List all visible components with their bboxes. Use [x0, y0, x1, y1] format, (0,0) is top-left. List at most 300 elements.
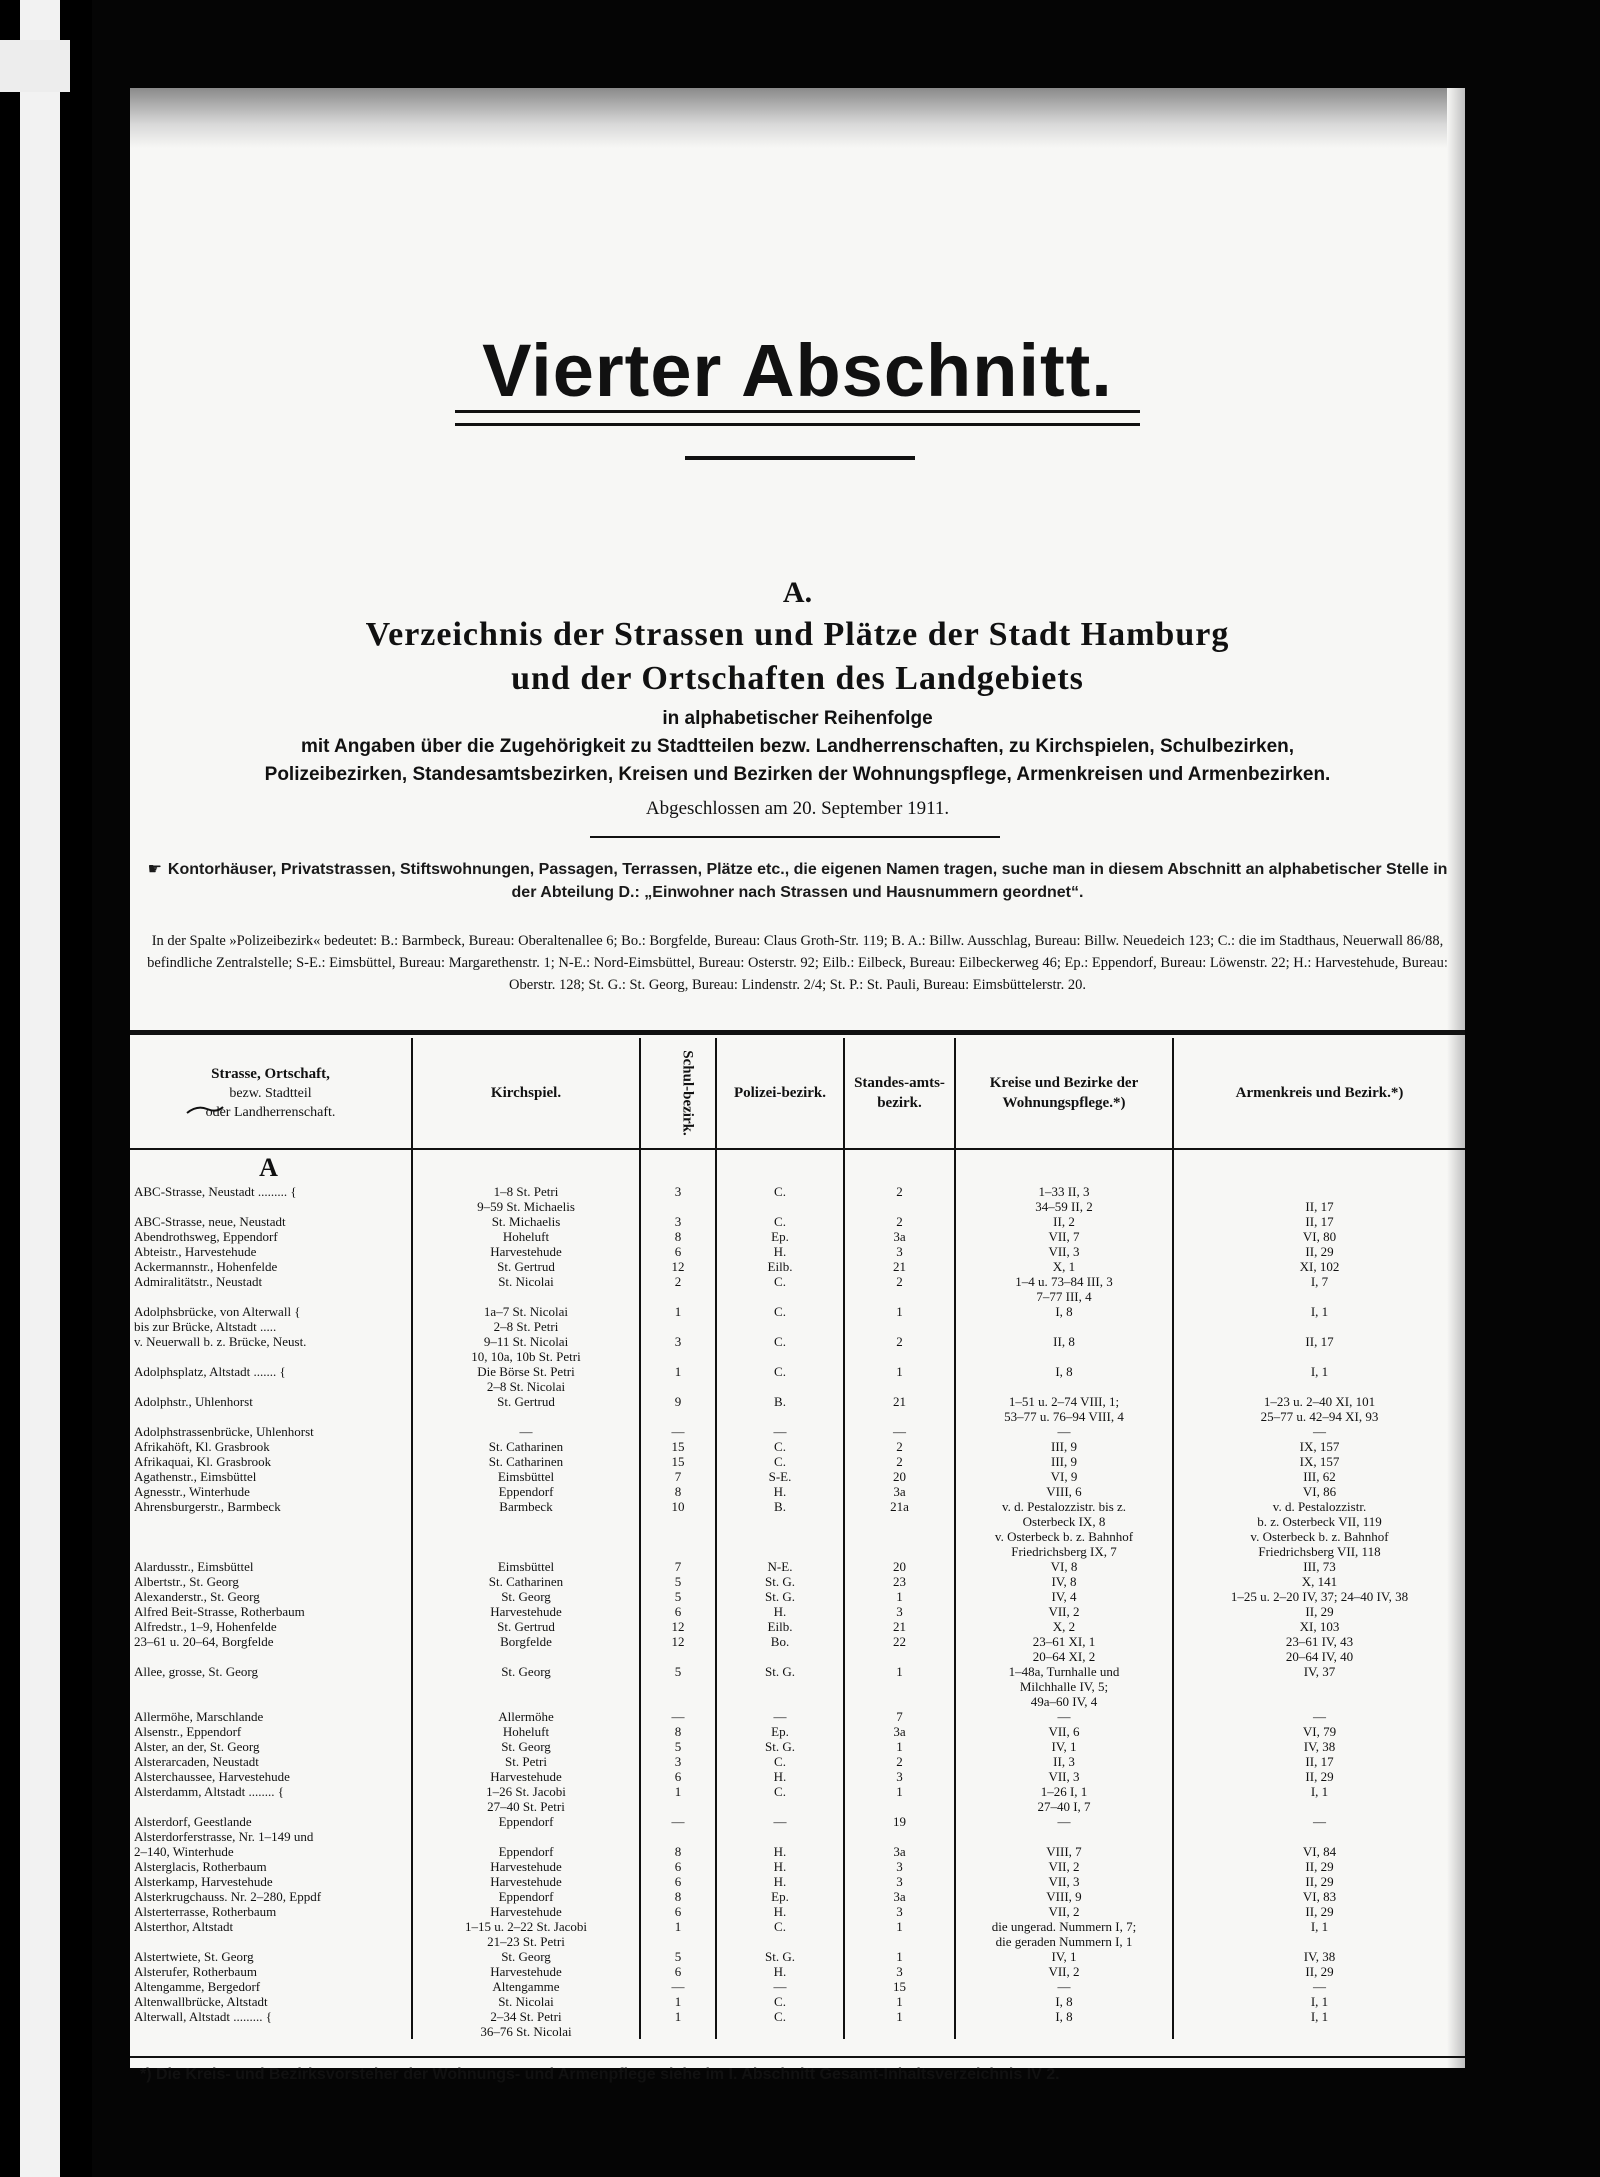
title-underline	[455, 410, 1140, 426]
standesamt-cell: 2	[844, 1334, 955, 1349]
armenkreis-cell: VI, 86	[1173, 1484, 1465, 1499]
armenkreis-cell: I, 1	[1173, 1304, 1465, 1319]
polizeibezirk-cell: B.	[716, 1394, 844, 1409]
street-cell	[130, 1514, 412, 1529]
wohnungspflege-cell	[955, 1829, 1173, 1844]
standesamt-cell: 20	[844, 1469, 955, 1484]
standesamt-cell	[844, 1319, 955, 1334]
standesamt-cell: 21	[844, 1394, 955, 1409]
polizeibezirk-cell: C.	[716, 1364, 844, 1379]
standesamt-cell: 3	[844, 1769, 955, 1784]
street-cell: Alsterkrugchauss. Nr. 2–280, Eppdf	[134, 1889, 322, 1904]
polizeibezirk-cell	[716, 2024, 844, 2039]
schulbezirk-cell: 7	[640, 1559, 716, 1574]
table-row	[130, 1784, 1465, 1799]
table-row	[130, 1244, 1465, 1259]
street-cell: Adolphsbrücke, von Alterwall {	[134, 1304, 301, 1319]
wohnungspflege-cell: Friedrichsberg IX, 7	[955, 1544, 1173, 1559]
group-letter: A	[259, 1152, 278, 1182]
kirchspiel-cell: Eppendorf	[412, 1844, 640, 1859]
group-letter-cell	[844, 1149, 955, 1184]
standesamt-cell: 1	[844, 1994, 955, 2009]
standesamt-cell: 3	[844, 1904, 955, 1919]
schulbezirk-cell: 6	[640, 1604, 716, 1619]
kirchspiel-cell: Borgfelde	[412, 1634, 640, 1649]
schulbezirk-cell: 15	[640, 1454, 716, 1469]
standesamt-cell: 22	[844, 1634, 955, 1649]
polizeibezirk-cell	[716, 1409, 844, 1424]
wohnungspflege-cell: VIII, 6	[955, 1484, 1173, 1499]
standesamt-cell: —	[844, 1424, 955, 1439]
wohnungspflege-cell: IV, 4	[955, 1589, 1173, 1604]
street-cell	[130, 1379, 412, 1394]
street-cell: Altenwallbrücke, Altstadt	[134, 1994, 268, 2009]
table-row	[130, 1319, 1465, 1334]
schulbezirk-cell	[640, 1199, 716, 1214]
schulbezirk-cell	[640, 1289, 716, 1304]
table-row	[130, 1424, 1465, 1439]
street-cell: Agnesstr., Winterhude	[134, 1484, 250, 1499]
street-cell: Alsterdorf, Geestlande	[134, 1814, 252, 1829]
standesamt-cell: 2	[844, 1214, 955, 1229]
wohnungspflege-cell: VII, 2	[955, 1964, 1173, 1979]
kirchspiel-cell	[412, 1829, 640, 1844]
polizeibezirk-cell	[716, 1544, 844, 1559]
polizeibezirk-cell	[716, 1694, 844, 1709]
street-cell: Alsterufer, Rotherbaum	[134, 1964, 257, 1979]
kirchspiel-cell: 36–76 St. Nicolai	[412, 2024, 640, 2039]
polizeibezirk-cell: —	[716, 1709, 844, 1724]
armenkreis-cell: II, 29	[1173, 1604, 1465, 1619]
table-row	[130, 1679, 1465, 1694]
schulbezirk-cell	[640, 1409, 716, 1424]
table-header-row	[130, 1038, 1465, 1149]
wohnungspflege-cell: 20–64 XI, 2	[955, 1649, 1173, 1664]
wohnungspflege-cell: VI, 9	[955, 1469, 1173, 1484]
standesamt-cell: 3	[844, 1964, 955, 1979]
polizeibezirk-cell	[716, 1649, 844, 1664]
polizeibezirk-cell: H.	[716, 1244, 844, 1259]
table-row	[130, 1199, 1465, 1214]
standesamt-cell: 3	[844, 1244, 955, 1259]
table-row	[130, 1229, 1465, 1244]
schulbezirk-cell: 1	[640, 1364, 716, 1379]
street-cell	[130, 1199, 412, 1214]
polizeibezirk-cell	[716, 1799, 844, 1814]
schulbezirk-cell: 6	[640, 1964, 716, 1979]
street-cell: Abteistr., Harvestehude	[134, 1244, 257, 1259]
col-header-strasse-sub1: bezw. Stadtteil	[229, 1086, 312, 1101]
street-cell	[130, 1544, 412, 1559]
wohnungspflege-cell: 23–61 XI, 1	[955, 1634, 1173, 1649]
table-row	[130, 1559, 1465, 1574]
col-header-strasse	[130, 1038, 412, 1149]
wohnungspflege-cell: 49a–60 IV, 4	[955, 1694, 1173, 1709]
armenkreis-cell: b. z. Osterbeck VII, 119	[1173, 1514, 1465, 1529]
armenkreis-cell: II, 29	[1173, 1874, 1465, 1889]
standesamt-cell: 21	[844, 1259, 955, 1274]
wohnungspflege-cell: VII, 2	[955, 1859, 1173, 1874]
wohnungspflege-cell	[955, 2024, 1173, 2039]
standesamt-cell: 3a	[844, 1724, 955, 1739]
wohnungspflege-cell: VII, 2	[955, 1604, 1173, 1619]
schulbezirk-cell: 8	[640, 1844, 716, 1859]
table-row	[130, 1484, 1465, 1499]
standesamt-cell: 2	[844, 1274, 955, 1289]
standesamt-cell: 1	[844, 1364, 955, 1379]
kirchspiel-cell: St. Michaelis	[412, 1214, 640, 1229]
street-cell: Alfredstr., 1–9, Hohenfelde	[134, 1619, 277, 1634]
standesamt-cell: 1	[844, 1304, 955, 1319]
heading-line-1: Verzeichnis der Strassen und Plätze der Stadt Hamburg	[365, 616, 1230, 653]
table-row	[130, 1754, 1465, 1769]
schulbezirk-cell: 12	[640, 1634, 716, 1649]
wohnungspflege-cell: X, 2	[955, 1619, 1173, 1634]
armenkreis-cell: 20–64 IV, 40	[1173, 1649, 1465, 1664]
kirchspiel-cell	[412, 1544, 640, 1559]
wohnungspflege-cell: 1–4 u. 73–84 III, 3	[955, 1274, 1173, 1289]
armenkreis-cell: XI, 103	[1173, 1619, 1465, 1634]
table-row	[130, 1439, 1465, 1454]
standesamt-cell: 2	[844, 1439, 955, 1454]
table-row	[130, 1994, 1465, 2009]
armenkreis-cell: 25–77 u. 42–94 XI, 93	[1173, 1409, 1465, 1424]
table-row	[130, 1349, 1465, 1364]
polizeibezirk-cell: N-E.	[716, 1559, 844, 1574]
table-row	[130, 1469, 1465, 1484]
standesamt-cell	[844, 1799, 955, 1814]
standesamt-cell: 3a	[844, 1484, 955, 1499]
armenkreis-cell: III, 62	[1173, 1469, 1465, 1484]
table-row	[130, 1589, 1465, 1604]
standesamt-cell: 19	[844, 1814, 955, 1829]
table-row	[130, 1874, 1465, 1889]
schulbezirk-cell: 5	[640, 1589, 716, 1604]
table-row	[130, 1274, 1465, 1289]
wohnungspflege-cell: 27–40 I, 7	[955, 1799, 1173, 1814]
standesamt-cell	[844, 1514, 955, 1529]
street-cell	[130, 1289, 412, 1304]
schulbezirk-cell: 12	[640, 1619, 716, 1634]
street-cell: Alsterdorferstrasse, Nr. 1–149 und	[134, 1829, 314, 1844]
polizeibezirk-cell: C.	[716, 1439, 844, 1454]
schulbezirk-cell: 3	[640, 1754, 716, 1769]
street-cell: Alsenstr., Eppendorf	[134, 1724, 242, 1739]
kirchspiel-cell: St. Petri	[412, 1754, 640, 1769]
table-row	[130, 2009, 1465, 2024]
schulbezirk-cell: 2	[640, 1274, 716, 1289]
page-title: Vierter Abschnitt.	[482, 329, 1113, 412]
street-cell	[130, 1349, 412, 1364]
standesamt-cell: 1	[844, 1949, 955, 1964]
schulbezirk-cell	[640, 1544, 716, 1559]
armenkreis-cell: II, 29	[1173, 1244, 1465, 1259]
street-cell: Alsterkamp, Harvestehude	[134, 1874, 273, 1889]
polizeibezirk-cell: C.	[716, 1334, 844, 1349]
polizeibezirk-cell	[716, 1349, 844, 1364]
street-cell: Afrikaquai, Kl. Grasbrook	[134, 1454, 272, 1469]
kirchspiel-cell: Eimsbüttel	[412, 1469, 640, 1484]
wohnungspflege-cell: I, 8	[955, 2009, 1173, 2024]
wohnungspflege-cell: —	[955, 1709, 1173, 1724]
street-cell: 23–61 u. 20–64, Borgfelde	[134, 1634, 274, 1649]
armenkreis-cell: II, 17	[1173, 1199, 1465, 1214]
kirchspiel-cell: St. Georg	[412, 1589, 640, 1604]
polizeibezirk-cell	[716, 1379, 844, 1394]
polizeibezirk-cell: C.	[716, 1754, 844, 1769]
polizeibezirk-cell: C.	[716, 1994, 844, 2009]
schulbezirk-cell: 7	[640, 1469, 716, 1484]
group-letter-cell	[640, 1149, 716, 1184]
schulbezirk-cell: —	[640, 1979, 716, 1994]
table-row	[130, 1964, 1465, 1979]
col-header-polizeibezirk: Polizei-bezirk.	[716, 1038, 844, 1149]
wohnungspflege-cell: VII, 3	[955, 1244, 1173, 1259]
section-letter: A.	[782, 576, 813, 609]
schulbezirk-cell: 1	[640, 1919, 716, 1934]
armenkreis-cell	[1173, 1934, 1465, 1949]
table-row	[130, 1904, 1465, 1919]
standesamt-cell: 2	[844, 1754, 955, 1769]
polizeibezirk-cell: St. G.	[716, 1739, 844, 1754]
heading-line-2: und der Ortschaften des Landgebiets	[511, 660, 1084, 697]
schulbezirk-cell: 1	[640, 1994, 716, 2009]
street-cell: Alster, an der, St. Georg	[134, 1739, 260, 1754]
street-cell	[130, 1694, 412, 1709]
table-row	[130, 1949, 1465, 1964]
wohnungspflege-cell: VII, 3	[955, 1874, 1173, 1889]
street-cell: bis zur Brücke, Altstadt .....	[134, 1319, 277, 1334]
standesamt-cell: 1	[844, 1784, 955, 1799]
wohnungspflege-cell: IV, 1	[955, 1949, 1173, 1964]
standesamt-cell: 3	[844, 1859, 955, 1874]
standesamt-cell	[844, 1934, 955, 1949]
schulbezirk-cell	[640, 1319, 716, 1334]
polizeibezirk-cell: C.	[716, 1784, 844, 1799]
street-cell: Adolphstrassenbrücke, Uhlenhorst	[134, 1424, 314, 1439]
subheading-line-2: mit Angaben über die Zugehörigkeit zu Stadtteilen bezw. Landherrenschaften, zu Kirchspielen, Schulbezirken,	[300, 736, 1295, 757]
wohnungspflege-cell: II, 3	[955, 1754, 1173, 1769]
kirchspiel-cell: Allermöhe	[412, 1709, 640, 1724]
polizeibezirk-cell	[716, 1679, 844, 1694]
kirchspiel-cell: 9–11 St. Nicolai	[412, 1334, 640, 1349]
street-cell: Abendrothsweg, Eppendorf	[134, 1229, 278, 1244]
polizeibezirk-cell	[716, 1529, 844, 1544]
armenkreis-cell: I, 1	[1173, 1784, 1465, 1799]
polizeibezirk-cell	[716, 1199, 844, 1214]
table-row	[130, 1724, 1465, 1739]
schulbezirk-cell: 12	[640, 1259, 716, 1274]
standesamt-cell: 2	[844, 1184, 955, 1199]
kirchspiel-cell: St. Gertrud	[412, 1259, 640, 1274]
polizeibezirk-cell: St. G.	[716, 1949, 844, 1964]
schulbezirk-cell: 3	[640, 1334, 716, 1349]
armenkreis-cell: XI, 102	[1173, 1259, 1465, 1274]
kirchspiel-cell: Eimsbüttel	[412, 1559, 640, 1574]
street-cell: Allee, grosse, St. Georg	[134, 1664, 258, 1679]
standesamt-cell: 3a	[844, 1889, 955, 1904]
standesamt-cell: 23	[844, 1574, 955, 1589]
street-cell: Alsterchaussee, Harvestehude	[134, 1769, 290, 1784]
footnote: *) Die Kreis- und Bezirksvorsteher der Wohnungs- und Armenpflege siehe im I. Abschnitt Gesamt-Inhaltsverzeichnis IV 2.	[140, 2066, 1060, 2083]
armenkreis-cell: I, 1	[1173, 2009, 1465, 2024]
schulbezirk-cell: 8	[640, 1889, 716, 1904]
kirchspiel-cell: Altengamme	[412, 1979, 640, 1994]
wohnungspflege-cell: VII, 7	[955, 1229, 1173, 1244]
polizeibezirk-cell: C.	[716, 1304, 844, 1319]
kirchspiel-cell	[412, 1409, 640, 1424]
kirchspiel-cell: Hoheluft	[412, 1229, 640, 1244]
kirchspiel-cell: St. Nicolai	[412, 1994, 640, 2009]
schulbezirk-cell: —	[640, 1814, 716, 1829]
polizeibezirk-cell: C.	[716, 1454, 844, 1469]
armenkreis-cell	[1173, 1319, 1465, 1334]
col-header-schulbezirk	[640, 1038, 716, 1149]
street-cell: Admiralitätstr., Neustadt	[134, 1274, 263, 1289]
wohnungspflege-cell: die ungerad. Nummern I, 7;	[955, 1919, 1173, 1934]
kirchspiel-cell: 9–59 St. Michaelis	[412, 1199, 640, 1214]
street-cell	[130, 1934, 412, 1949]
street-register-table	[130, 1038, 1465, 2039]
street-cell: Albertstr., St. Georg	[134, 1574, 239, 1589]
table-row	[130, 1634, 1465, 1649]
kirchspiel-cell: Harvestehude	[412, 1244, 640, 1259]
kirchspiel-cell: St. Catharinen	[412, 1454, 640, 1469]
armenkreis-cell: Friedrichsberg VII, 118	[1173, 1544, 1465, 1559]
armenkreis-cell: I, 1	[1173, 1994, 1465, 2009]
armenkreis-cell: 23–61 IV, 43	[1173, 1634, 1465, 1649]
wohnungspflege-cell: —	[955, 1814, 1173, 1829]
wohnungspflege-cell: 34–59 II, 2	[955, 1199, 1173, 1214]
group-letter-row	[130, 1149, 1465, 1184]
armenkreis-cell: IX, 157	[1173, 1439, 1465, 1454]
group-letter-cell	[412, 1149, 640, 1184]
group-letter-cell	[955, 1149, 1173, 1184]
schulbezirk-cell: 9	[640, 1394, 716, 1409]
kirchspiel-cell: St. Gertrud	[412, 1619, 640, 1634]
armenkreis-cell: II, 29	[1173, 1859, 1465, 1874]
street-cell	[130, 1529, 412, 1544]
street-cell: Afrikahöft, Kl. Grasbrook	[134, 1439, 270, 1454]
table-body	[130, 1149, 1465, 2039]
scan-top-shadow	[130, 88, 1465, 148]
table-row	[130, 1364, 1465, 1379]
armenkreis-cell	[1173, 2024, 1465, 2039]
street-cell: Agathenstr., Eimsbüttel	[134, 1469, 257, 1484]
wohnungspflege-cell: VI, 8	[955, 1559, 1173, 1574]
polizeibezirk-cell: —	[716, 1979, 844, 1994]
wohnungspflege-cell: 1–48a, Turnhalle und	[955, 1664, 1173, 1679]
table-row	[130, 1769, 1465, 1784]
armenkreis-cell: II, 29	[1173, 1904, 1465, 1919]
schulbezirk-cell: 6	[640, 1244, 716, 1259]
schulbezirk-cell: 8	[640, 1724, 716, 1739]
col-header-kreise: Kreise und Bezirke der Wohnungspflege.*)	[955, 1038, 1173, 1149]
kirchspiel-cell	[412, 1289, 640, 1304]
kirchspiel-cell	[412, 1514, 640, 1529]
schulbezirk-cell: 1	[640, 1784, 716, 1799]
kirchspiel-cell: 2–34 St. Petri	[412, 2009, 640, 2024]
kirchspiel-cell: St. Georg	[412, 1949, 640, 1964]
street-cell: Alsterthor, Altstadt	[134, 1919, 234, 1934]
schulbezirk-cell: 1	[640, 2009, 716, 2024]
polizeibezirk-cell: Ep.	[716, 1889, 844, 1904]
kirchspiel-cell: 1–8 St. Petri	[412, 1184, 640, 1199]
kirchspiel-cell: Eppendorf	[412, 1484, 640, 1499]
wohnungspflege-cell: 53–77 u. 76–94 VIII, 4	[955, 1409, 1173, 1424]
kirchspiel-cell: St. Nicolai	[412, 1274, 640, 1289]
col-header-kirchspiel: Kirchspiel.	[412, 1038, 640, 1149]
standesamt-cell: 1	[844, 1589, 955, 1604]
street-cell: 2–140, Winterhude	[134, 1844, 234, 1859]
polizeibezirk-cell: H.	[716, 1964, 844, 1979]
schulbezirk-cell: 15	[640, 1439, 716, 1454]
armenkreis-cell: X, 141	[1173, 1574, 1465, 1589]
standesamt-cell: 1	[844, 1919, 955, 1934]
street-cell: Alterwall, Altstadt ......... {	[134, 2009, 273, 2024]
wohnungspflege-cell: 7–77 III, 4	[955, 1289, 1173, 1304]
wohnungspflege-cell: 1–51 u. 2–74 VIII, 1;	[955, 1394, 1173, 1409]
wohnungspflege-cell: I, 8	[955, 1994, 1173, 2009]
polizeibezirk-cell: H.	[716, 1859, 844, 1874]
armenkreis-cell: IV, 37	[1173, 1664, 1465, 1679]
armenkreis-cell	[1173, 1184, 1465, 1199]
standesamt-cell: 1	[844, 1739, 955, 1754]
subheading-line-3: Polizeibezirken, Standesamtsbezirken, Kreisen und Bezirken der Wohnungspflege, Armenkreisen und Armenbezirken.	[264, 764, 1331, 785]
polizeibezirk-cell: Bo.	[716, 1634, 844, 1649]
wohnungspflege-cell: —	[955, 1424, 1173, 1439]
wohnungspflege-cell: I, 8	[955, 1304, 1173, 1319]
kirchspiel-cell: St. Catharinen	[412, 1574, 640, 1589]
schulbezirk-cell: 5	[640, 1949, 716, 1964]
schulbezirk-cell: —	[640, 1424, 716, 1439]
polizeibezirk-cell: C.	[716, 1214, 844, 1229]
schulbezirk-cell: 6	[640, 1874, 716, 1889]
wohnungspflege-cell	[955, 1349, 1173, 1364]
armenkreis-cell: I, 1	[1173, 1364, 1465, 1379]
polizeibezirk-cell: C.	[716, 2009, 844, 2024]
standesamt-cell: 3a	[844, 1844, 955, 1859]
ornament-rule	[685, 456, 915, 460]
wohnungspflege-cell: II, 8	[955, 1334, 1173, 1349]
wohnungspflege-cell: Osterbeck IX, 8	[955, 1514, 1173, 1529]
schulbezirk-cell: 3	[640, 1214, 716, 1229]
table-row	[130, 1214, 1465, 1229]
wohnungspflege-cell: v. d. Pestalozzistr. bis z.	[955, 1499, 1173, 1514]
armenkreis-cell: III, 73	[1173, 1559, 1465, 1574]
table-row	[130, 2024, 1465, 2039]
group-letter-cell	[716, 1149, 844, 1184]
street-cell: Ackermannstr., Hohenfelde	[134, 1259, 278, 1274]
wohnungspflege-cell: X, 1	[955, 1259, 1173, 1274]
table-row	[130, 1664, 1465, 1679]
standesamt-cell	[844, 1379, 955, 1394]
polizeibezirk-cell	[716, 1934, 844, 1949]
standesamt-cell: 3	[844, 1874, 955, 1889]
table-row	[130, 1574, 1465, 1589]
polizeibezirk-cell	[716, 1829, 844, 1844]
kirchspiel-cell: 2–8 St. Nicolai	[412, 1379, 640, 1394]
wohnungspflege-cell: VIII, 9	[955, 1889, 1173, 1904]
polizeibezirk-cell: H.	[716, 1604, 844, 1619]
pointing-hand-icon: ☛	[147, 861, 162, 878]
table-row	[130, 1889, 1465, 1904]
street-cell	[130, 1409, 412, 1424]
kirchspiel-cell: Hoheluft	[412, 1724, 640, 1739]
schulbezirk-cell: 3	[640, 1184, 716, 1199]
standesamt-cell	[844, 1529, 955, 1544]
standesamt-cell: 3	[844, 1604, 955, 1619]
